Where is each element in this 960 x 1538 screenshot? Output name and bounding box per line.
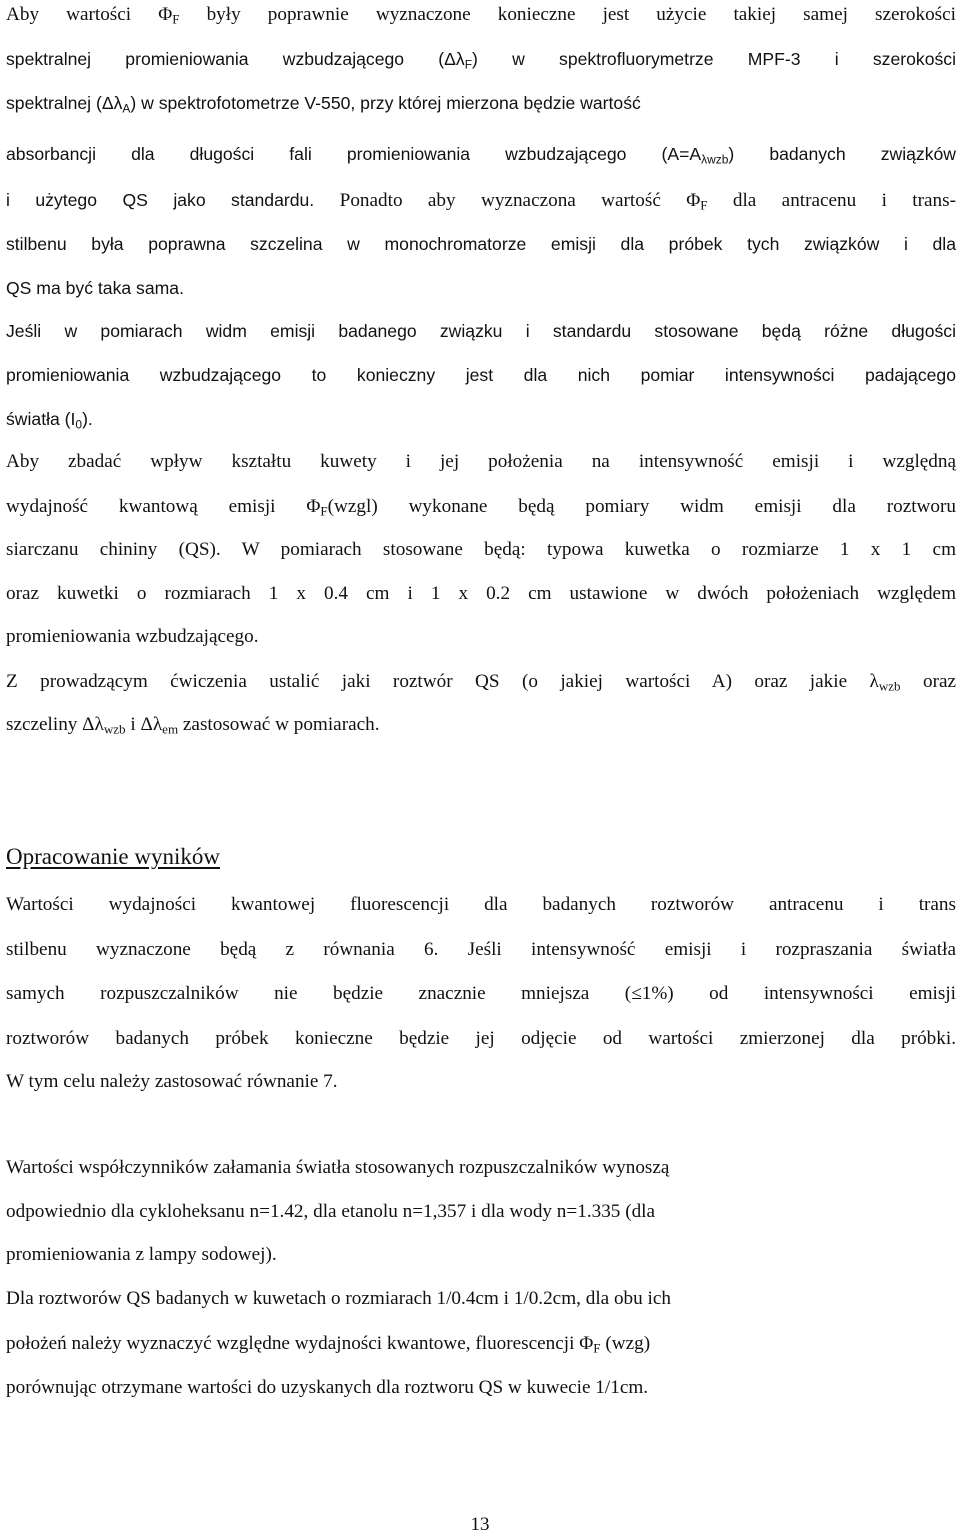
section-heading: Opracowanie wyników — [6, 844, 220, 869]
paragraph-5-line-2: stilbenu wyznaczone będą z równania 6. Jeśli intensywność emisji i rozpraszania światła — [6, 939, 956, 960]
paragraph-7-line-3: porównując otrzymane wartości do uzyskanych dla roztworu QS w kuwecie 1/1cm. — [6, 1377, 649, 1398]
paragraph-1-line-7: QS ma być taka sama. — [6, 278, 184, 298]
paragraph-3-line-1: Aby zbadać wpływ kształtu kuwety i jej położenia na intensywność emisji i względną — [6, 451, 956, 472]
paragraph-1-line-5: i użytego QS jako standardu. Ponadto aby wyznaczona wartość $\Phi_F$ dla antracenu i trans- — [6, 190, 956, 213]
paragraph-3-line-3: siarczanu chininy (QS). W pomiarach stosowane będą: typowa kuwetka o rozmiarze 1 x 1 cm — [6, 539, 956, 560]
paragraph-5-line-5: W tym celu należy zastosować równanie 7. — [6, 1071, 338, 1092]
paragraph-1-line-6: stilbenu była poprawna szczelina w monochromatorze emisji dla próbek tych związków i dla — [6, 234, 956, 254]
paragraph-5-line-4: roztworów badanych próbek konieczne będzie jej odjęcie od wartości zmierzonej dla próbki. — [6, 1028, 956, 1049]
paragraph-1-line-2: spektralnej promieniowania wzbudzającego $(\Delta\lambda_F)$ w spektrofluorymetrze MPF-3 i szerokości — [6, 49, 956, 72]
paragraph-5-line-3: samych rozpuszczalników nie będzie znacznie mniejsza (≤1%) od intensywności emisji — [6, 983, 957, 1004]
paragraph-4-line-2: szczeliny $\Delta\lambda_{wzb}$ i $\Delta\lambda_{em}$ zastosować w pomiarach. — [6, 714, 380, 737]
paragraph-3-line-5: promieniowania wzbudzającego. — [6, 626, 259, 647]
page-number: 13 — [470, 1514, 490, 1535]
paragraph-2-line-3: światła $(I_0)$. — [6, 409, 93, 432]
paragraph-3-line-2: wydajność kwantową emisji $\Phi_F(wzgl)$ wykonane będą pomiary widm emisji dla roztworu — [6, 496, 956, 519]
paragraph-6-line-3: promieniowania z lampy sodowej). — [6, 1244, 277, 1265]
paragraph-2-line-1: Jeśli w pomiarach widm emisji badanego związku i standardu stosowane będą różne długości — [6, 321, 956, 341]
paragraph-1-line-4: absorbancji dla długości fali promieniowania wzbudzającego $(A=A_{\lambda wzb})$ badanych związków — [6, 144, 956, 167]
paragraph-7-line-2: położeń należy wyznaczyć względne wydajności kwantowe, fluorescencji $\Phi_F$ (wzg) — [6, 1333, 651, 1356]
paragraph-7-line-1: Dla roztworów QS badanych w kuwetach o rozmiarach 1/0.4cm i 1/0.2cm, dla obu ich — [6, 1288, 671, 1309]
paragraph-3-line-4: oraz kuwetki o rozmiarach 1 x 0.4 cm i 1 x 0.2 cm ustawione w dwóch położeniach względem — [6, 583, 956, 604]
paragraph-4-line-1: Z prowadzącym ćwiczenia ustalić jaki roztwór QS (o jakiej wartości A) oraz jakie $\lambda_{wzb}$ oraz — [6, 671, 956, 694]
paragraph-5-line-1: Wartości wydajności kwantowej fluorescencji dla badanych roztworów antracenu i trans — [6, 894, 956, 915]
paragraph-6-line-1: Wartości współczynników załamania światła stosowanych rozpuszczalników wynoszą — [6, 1157, 670, 1178]
paragraph-1-line-1: Aby wartości $\Phi_F$ były poprawnie wyznaczone konieczne jest użycie takiej samej szerokości — [6, 4, 956, 27]
paragraph-1-line-3: spektralnej $(\Delta\lambda_A)$ w spektrofotometrze V-550, przy której mierzona będzie wartość — [6, 93, 641, 116]
paragraph-6-line-2: odpowiednio dla cykloheksanu n=1.42, dla etanolu n=1,357 i dla wody n=1.335 (dla — [6, 1201, 656, 1222]
paragraph-2-line-2: promieniowania wzbudzającego to konieczny jest dla nich pomiar intensywności padającego — [6, 365, 956, 385]
